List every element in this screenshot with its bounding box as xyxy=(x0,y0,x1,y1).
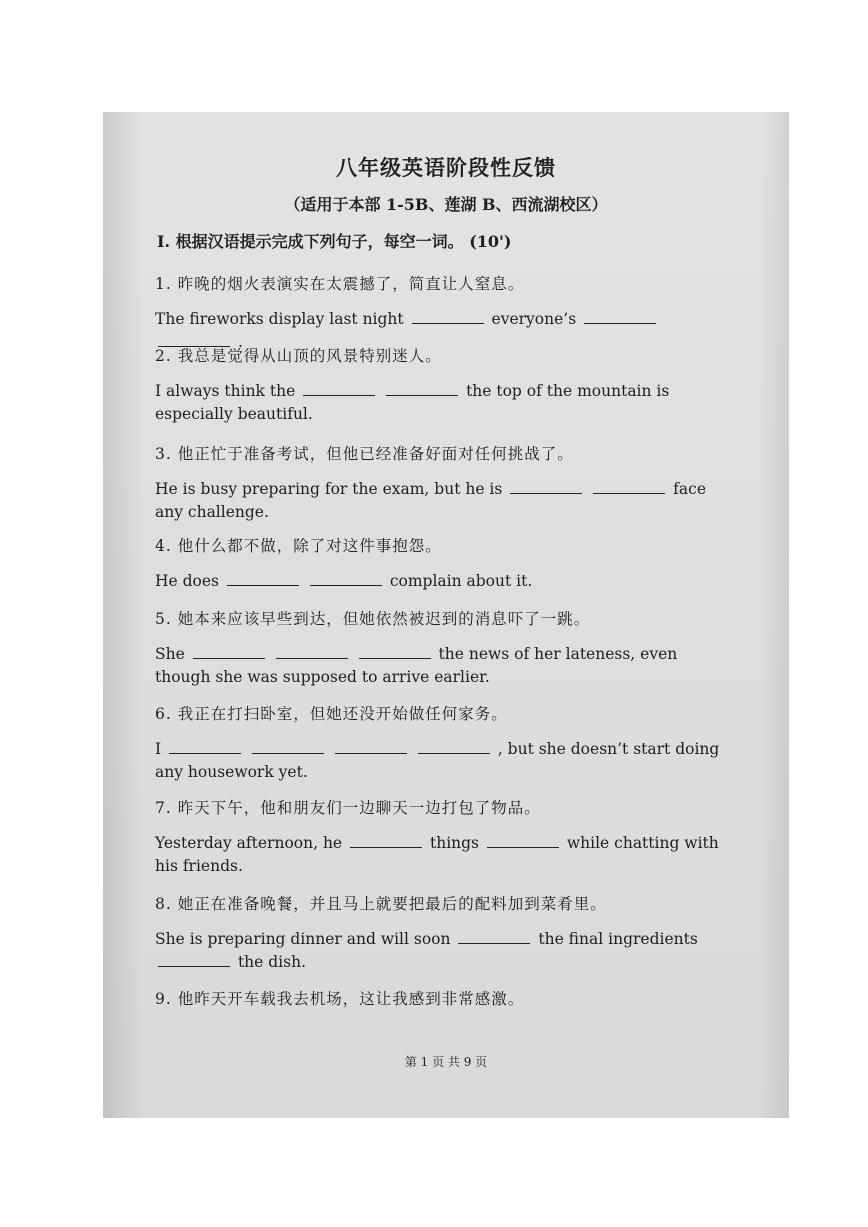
question-6-chinese: 6. 我正在打扫卧室，但她还没开始做任何家务。 xyxy=(155,705,508,723)
page-shadow-left xyxy=(103,112,143,1118)
question-9 xyxy=(155,987,725,1009)
page-shadow-right xyxy=(759,112,789,1118)
text-segment: I always think the xyxy=(155,382,296,400)
text-segment: things xyxy=(429,834,484,852)
question-5-english xyxy=(155,643,725,689)
answer-blank[interactable] xyxy=(310,571,382,586)
question-3 xyxy=(155,442,725,524)
question-8-english xyxy=(155,928,725,974)
page-title: 八年级英语阶段性反馈 xyxy=(336,155,556,180)
question-3-chinese: 3. 他正忙于准备考试，但他已经准备好面对任何挑战了。 xyxy=(155,445,574,463)
text-segment: I xyxy=(155,740,162,758)
question-7-chinese: 7. 昨天下午，他和朋友们一边聊天一边打包了物品。 xyxy=(155,799,541,817)
text-segment: She is preparing dinner and will soon xyxy=(155,930,451,948)
question-4 xyxy=(155,534,725,593)
text-segment: everyone’s xyxy=(491,310,582,328)
text-segment: the dish. xyxy=(237,953,306,971)
answer-blank[interactable] xyxy=(276,644,348,659)
text-segment: while chatting with his friends. xyxy=(155,834,719,875)
page-subtitle: （适用于本部 1-5B、莲湖 B、西流湖校区） xyxy=(284,195,608,214)
page-footer: 第 1 页 共 9 页 xyxy=(404,1055,488,1069)
text-segment: the news of her lateness, even though she was supposed to arrive earlier. xyxy=(155,645,678,686)
question-1 xyxy=(155,272,725,354)
text-segment: , but she doesn’t start doing any housework yet. xyxy=(155,740,720,781)
question-7 xyxy=(155,796,725,878)
question-8 xyxy=(155,892,725,974)
question-9-chinese: 9. 他昨天开车载我去机场，这让我感到非常感激。 xyxy=(155,990,525,1008)
text-segment: He is busy preparing for the exam, but he is xyxy=(155,480,503,498)
answer-blank[interactable] xyxy=(359,644,431,659)
question-2-chinese: 2. 我总是觉得从山顶的风景特别迷人。 xyxy=(155,347,442,365)
answer-blank[interactable] xyxy=(350,833,422,848)
text-segment: the top of the mountain is especially beautiful. xyxy=(155,382,670,423)
question-3-english xyxy=(155,478,725,524)
question-4-chinese: 4. 他什么都不做，除了对这件事抱怨。 xyxy=(155,537,442,555)
answer-blank[interactable] xyxy=(252,739,324,754)
text-segment: He does xyxy=(155,572,219,590)
question-8-chinese: 8. 她正在准备晚餐，并且马上就要把最后的配料加到菜肴里。 xyxy=(155,895,607,913)
answer-blank[interactable] xyxy=(418,739,490,754)
text-segment: complain about it. xyxy=(389,572,533,590)
answer-blank[interactable] xyxy=(335,739,407,754)
text-segment: Yesterday afternoon, he xyxy=(155,834,343,852)
question-5-chinese: 5. 她本来应该早些到达，但她依然被迟到的消息吓了一跳。 xyxy=(155,610,591,628)
answer-blank[interactable] xyxy=(303,381,375,396)
answer-blank[interactable] xyxy=(510,479,582,494)
answer-blank[interactable] xyxy=(386,381,458,396)
answer-blank[interactable] xyxy=(412,309,484,324)
question-6 xyxy=(155,702,725,784)
question-6-english xyxy=(155,738,725,784)
text-segment: the final ingredients xyxy=(538,930,698,948)
text-segment: . xyxy=(237,333,243,351)
question-1-chinese: 1. 昨晚的烟火表演实在太震撼了，简直让人窒息。 xyxy=(155,275,525,293)
photographed-page xyxy=(103,112,789,1118)
text-segment: She xyxy=(155,645,185,663)
answer-blank[interactable] xyxy=(584,309,656,324)
question-2-english xyxy=(155,380,725,426)
text-segment: face any challenge. xyxy=(155,480,706,521)
question-5 xyxy=(155,607,725,689)
answer-blank[interactable] xyxy=(158,952,230,967)
question-2 xyxy=(155,344,725,426)
answer-blank[interactable] xyxy=(487,833,559,848)
answer-blank[interactable] xyxy=(593,479,665,494)
answer-blank[interactable] xyxy=(227,571,299,586)
question-4-english xyxy=(155,570,725,593)
answer-blank[interactable] xyxy=(458,929,530,944)
text-segment: The fireworks display last night xyxy=(155,310,404,328)
answer-blank[interactable] xyxy=(193,644,265,659)
question-7-english xyxy=(155,832,725,878)
answer-blank[interactable] xyxy=(169,739,241,754)
section-heading: I. 根据汉语提示完成下列句子，每空一词。 (10') xyxy=(157,232,512,251)
